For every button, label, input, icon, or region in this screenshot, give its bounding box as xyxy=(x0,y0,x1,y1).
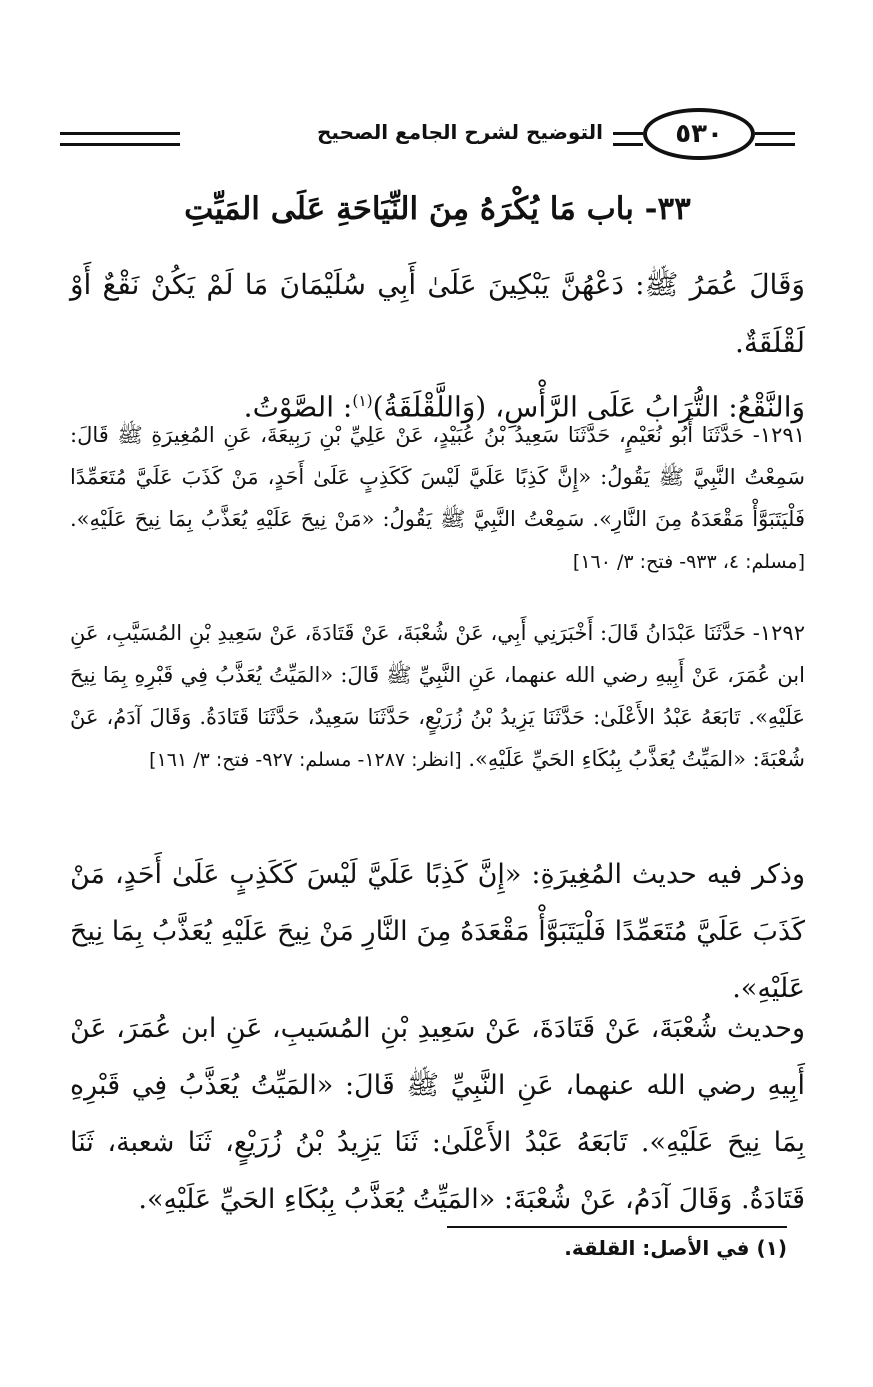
definition-text: وَالنَّقْعُ: التُّرَابُ عَلَى الرَّأْسِ، (وَاللَّقْلَقَةُ) xyxy=(372,390,805,424)
hadith-1292-reference: [انظر: ١٢٨٧- مسلم: ٩٢٧- فتح: ٣/ ١٦١] xyxy=(149,749,462,771)
footnote-divider xyxy=(447,1226,787,1228)
commentary-1 xyxy=(70,846,805,1017)
commentary-paragraph-2: وحديث شُعْبَةَ، عَنْ قَتَادَةَ، عَنْ سَعِيدِ بْنِ المُسَيبِ، عَنِ ابن عُمَرَ، عَنْ أَبِيهِ رضي الله عنهما، عَنِ النَّبِيِّ ﷺ قَالَ: «المَيِّتُ يُعَذَّبُ فِي قَبْرِهِ بِمَا نِيحَ عَلَيْهِ». تَابَعَهُ عَبْدُ الأَعْلَىٰ: ثَنَا يَزِيدُ بْنُ زُرَيْعٍ، ثَنَا شعبة، ثَنَا قَتَادَةُ. وَقَالَ آدَمُ، عَنْ شُعْبَةَ: «المَيِّتُ يُعَذَّبُ بِبُكَاءِ الحَيِّ عَلَيْهِ». xyxy=(70,1013,805,1215)
footnote-marker-ref: (١) xyxy=(352,392,373,410)
hadith-1292-body: ١٢٩٢- حَدَّثَنَا عَبْدَانُ قَالَ: أَخْبَرَنِي أَبِي، عَنْ شُعْبَةَ، عَنْ قَتَادَةَ، عَنْ سَعِيدِ بْنِ المُسَيَّبِ، عَنِ ابن عُمَرَ، عَنْ أَبِيهِ رضي الله عنهما، عَنِ النَّبِيِّ ﷺ قَالَ: «المَيِّتُ يُعَذَّبُ فِي قَبْرِهِ بِمَا نِيحَ عَلَيْهِ». تَابَعَهُ عَبْدُ الأَعْلَىٰ: حَدَّثَنَا يَزِيدُ بْنُ زُرَيْعٍ، حَدَّثَنَا سَعِيدٌ، حَدَّثَنَا قَتَادَةُ. وَقَالَ آدَمُ، عَنْ شُعْبَةَ: «المَيِّتُ يُعَذَّبُ بِبُكَاءِ الحَيِّ عَلَيْهِ». xyxy=(70,621,805,771)
commentary-2 xyxy=(70,1000,805,1228)
commentary-paragraph-1: وذكر فيه حديث المُغِيرَةِ: «إِنَّ كَذِبًا عَلَيَّ لَيْسَ كَكَذِبٍ عَلَىٰ أَحَدٍ، مَنْ كَذَبَ عَلَيَّ مُتَعَمِّدًا فَلْيَتَبَوَّأْ مَقْعَدَهُ مِنَ النَّارِ مَنْ نِيحَ عَلَيْهِ يُعَذَّبُ بِمَا نِيحَ عَلَيْهِ». xyxy=(70,859,805,1004)
hadith-1292 xyxy=(70,612,805,781)
hadith-1292-text xyxy=(70,612,805,781)
hadith-1291-body: ١٢٩١- حَدَّثَنَا أَبُو نُعَيْمٍ، حَدَّثَنَا سَعِيدُ بْنُ عُبَيْدٍ، عَنْ عَلِيِّ بْنِ رَبِيعَةَ، عَنِ المُغِيرَةِ ﷺ قَالَ: سَمِعْتُ النَّبِيَّ ﷺ يَقُولُ: «إِنَّ كَذِبًا عَلَيَّ لَيْسَ كَكَذِبٍ عَلَىٰ أَحَدٍ، مَنْ كَذَبَ عَلَيَّ مُتَعَمِّدًا فَلْيَتَبَوَّأْ مَقْعَدَهُ مِنَ النَّارِ». سَمِعْتُ النَّبِيَّ ﷺ يَقُولُ: «مَنْ نِيحَ عَلَيْهِ يُعَذَّبُ بِمَا نِيحَ عَلَيْهِ». xyxy=(70,423,805,531)
hadith-1291 xyxy=(70,414,805,583)
page-header xyxy=(60,108,795,164)
chapter-title: ٣٣- باب مَا يُكْرَهُ مِنَ النِّيَاحَةِ عَلَى المَيِّتِ xyxy=(184,191,691,227)
footnote-marker: (١) xyxy=(756,1236,787,1260)
umar-quote: وَقَالَ عُمَرُ ﷺ: دَعْهُنَّ يَبْكِينَ عَلَىٰ أَبِي سُلَيْمَانَ مَا لَمْ يَكُنْ نَقْعٌ أَوْ لَقْلَقَةٌ. xyxy=(70,268,805,359)
footnote-text: في الأصل: القلقة. xyxy=(564,1236,750,1260)
running-title: التوضيح لشرح الجامع الصحيح xyxy=(317,120,603,144)
lead-section xyxy=(70,256,805,436)
footnote xyxy=(564,1236,787,1260)
definition-tail: : الصَّوْتُ. xyxy=(243,390,353,424)
header-rule-right xyxy=(755,132,795,146)
hadith-1291-text xyxy=(70,414,805,583)
hadith-1291-reference: [مسلم: ٤، ٩٣٣- فتح: ٣/ ١٦٠] xyxy=(572,551,805,573)
page-number: ٥٣٠ xyxy=(643,108,755,160)
header-rule-middle xyxy=(613,132,643,146)
header-rule-left xyxy=(60,132,180,146)
